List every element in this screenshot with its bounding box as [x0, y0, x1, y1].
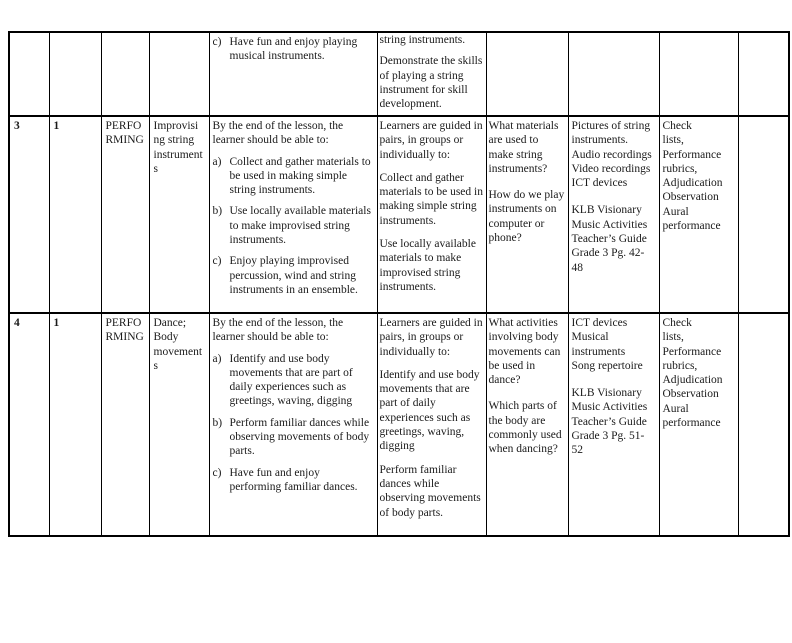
objective-item: [213, 204, 374, 247]
objective-text: Use locally available materials to make improvised string instruments.: [229, 205, 371, 247]
cell-resources-r4: [568, 313, 659, 536]
objective-text: Enjoy playing improvised percussion, wind and string instruments in an ensemble.: [229, 255, 358, 296]
objective-text: Have fun and enjoy playing musical instruments.: [229, 36, 358, 63]
experience-paragraph: Identify and use body movements that are part of daily experiences such as greetings, waving, digging: [379, 368, 480, 453]
objective-item: [213, 254, 374, 297]
resource-item: ICT devices: [571, 177, 628, 190]
assessment-line: rubrics,: [662, 359, 698, 372]
cell-key-inquiry-r4: [486, 313, 568, 536]
assessment-line: performance: [662, 220, 721, 233]
objectives-intro: By the end of the lesson, the learner should be able to:: [212, 317, 344, 344]
table-row-week-3: [9, 116, 789, 313]
assessment-line: Performance: [662, 148, 722, 161]
objective-item: [213, 155, 374, 198]
assessment-line: lists,: [662, 134, 684, 147]
cell-assessment-r4: [659, 313, 738, 536]
objective-text: Collect and gather materials to be used in making simple string instruments.: [229, 155, 371, 197]
table-row-week-4: [9, 313, 789, 536]
inquiry-question: Which parts of the body are commonly used when dancing?: [488, 400, 562, 456]
cell-lesson-cont: [49, 32, 101, 116]
cell-resources-r3: [568, 116, 659, 313]
assessment-line: Adjudication: [662, 374, 723, 387]
objective-item: [213, 35, 374, 64]
assessment-line: lists,: [662, 331, 684, 344]
experience-paragraph: Perform familiar dances while observing movements of body parts.: [379, 463, 481, 519]
experience-paragraph: Collect and gather materials to be used in making simple string instruments.: [379, 171, 483, 227]
resource-item: Pictures of string instruments.: [571, 120, 651, 147]
inquiry-question: How do we play instruments on computer or phone?: [488, 189, 565, 245]
objective-item: [213, 352, 374, 409]
objective-label: c): [212, 255, 222, 268]
cell-learning-experiences-cont: [377, 32, 486, 116]
assessment-line: Observation: [662, 388, 719, 401]
cell-key-inquiry-r3: [486, 116, 568, 313]
cell-remarks-r4: [738, 313, 789, 536]
cell-remarks-cont: [738, 32, 789, 116]
cell-assessment-cont: [659, 32, 738, 116]
resource-guide: KLB Visionary Music Activities Teacher’s Guide Grade 3 Pg. 51-52: [571, 387, 648, 457]
cell-learning-experiences-r3: [377, 116, 486, 313]
inquiry-question: What materials are used to make string instruments?: [488, 120, 559, 175]
assessment-line: Observation: [662, 191, 719, 204]
cell-objectives-cont: [209, 32, 377, 116]
resource-item: ICT devices: [571, 317, 628, 329]
objective-item: [213, 466, 374, 495]
objective-text: Perform familiar dances while observing movements of body parts.: [229, 416, 370, 458]
cell-strand-r3: PERFORMING: [101, 116, 149, 313]
cell-resources-cont: [568, 32, 659, 116]
assessment-line: Performance: [662, 345, 722, 358]
experience-paragraph: Use locally available materials to make improvised string instruments.: [379, 238, 476, 293]
objective-text: Have fun and enjoy performing familiar dances.: [229, 466, 358, 493]
objective-label: b): [212, 205, 223, 218]
objective-label: c): [212, 36, 222, 48]
cell-week-cont: [9, 32, 49, 116]
cell-week-r3: 3: [9, 116, 49, 313]
scheme-of-work-table: [8, 31, 790, 537]
objective-label: b): [212, 416, 223, 429]
cell-strand-cont: [101, 32, 149, 116]
resource-guide: KLB Visionary Music Activities Teacher’s Guide Grade 3 Pg. 42-48: [571, 204, 648, 274]
cell-learning-experiences-r4: [377, 313, 486, 536]
cell-substrand-r3: Improvising string instruments: [149, 116, 209, 313]
experience-paragraph: Learners are guided in pairs, in groups or individually to:: [379, 120, 483, 161]
objective-label: a): [212, 352, 222, 365]
table-row-continuation: [9, 32, 789, 116]
assessment-line: Adjudication: [662, 177, 723, 190]
objectives-continued: [213, 35, 374, 113]
objective-text: Identify and use body movements that are part of daily experiences such as greetings, waving, digging: [229, 352, 353, 408]
experiences-continued: [380, 33, 484, 111]
cell-key-inquiry-cont: [486, 32, 568, 116]
assessment-line: rubrics,: [662, 162, 698, 175]
cell-remarks-r3: [738, 116, 789, 313]
experience-paragraph: Learners are guided in pairs, in groups or individually to:: [379, 317, 483, 358]
objective-label: c): [212, 466, 222, 479]
resource-item: Musical instruments: [571, 331, 626, 358]
cell-substrand-cont: [149, 32, 209, 116]
cell-week-r4: 4: [9, 313, 49, 536]
assessment-line: Aural: [662, 402, 689, 415]
objective-label: a): [212, 155, 222, 168]
objectives-intro: By the end of the lesson, the learner should be able to:: [212, 120, 344, 147]
resource-item: Audio recordings: [571, 148, 652, 161]
cell-substrand-r4: Dance; Body movements: [149, 313, 209, 536]
cell-objectives-r3: [209, 116, 377, 313]
assessment-line: performance: [662, 417, 721, 430]
experience-paragraph: Demonstrate the skills of playing a string instrument for skill development.: [379, 55, 483, 111]
resource-item: Song repertoire: [571, 359, 643, 372]
cell-lesson-r4: 1: [49, 313, 101, 536]
assessment-line: Aural: [662, 205, 689, 218]
cell-objectives-r4: [209, 313, 377, 536]
assessment-line: Check: [662, 317, 692, 329]
experience-paragraph: string instruments.: [379, 34, 466, 46]
cell-assessment-r3: [659, 116, 738, 313]
cell-lesson-r3: 1: [49, 116, 101, 313]
inquiry-question: What activities involving body movements can be used in dance?: [488, 317, 561, 387]
cell-strand-r4: PERFORMING: [101, 313, 149, 536]
resource-item: Video recordings: [571, 162, 651, 175]
objective-item: [213, 416, 374, 459]
assessment-line: Check: [662, 120, 692, 132]
